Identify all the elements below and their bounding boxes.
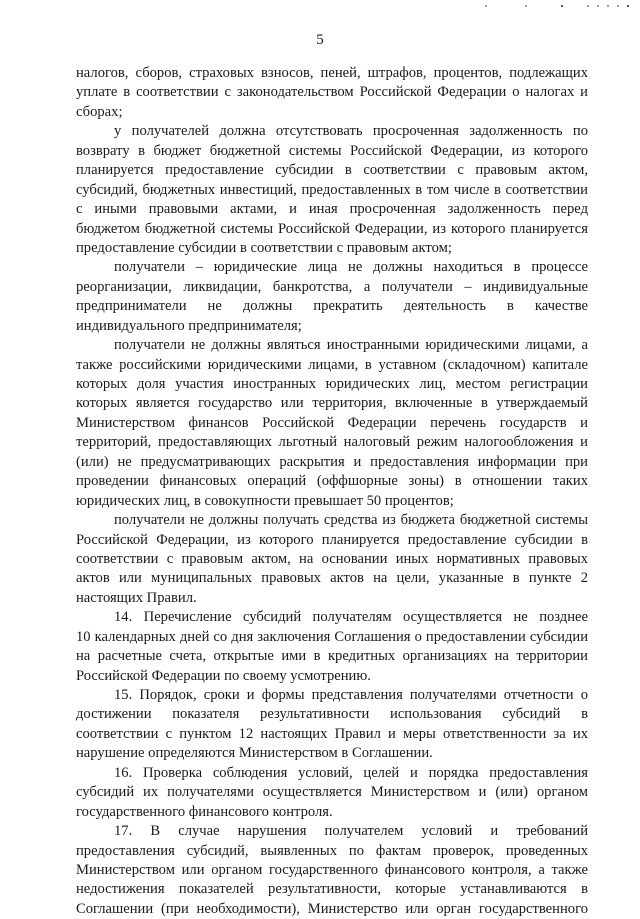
text-line: территорий, предоставляющих льготный налоговый режим налогообложения и <box>76 434 588 451</box>
text-line: также российскими юридическими лицами, в уставном (складочном) капитале <box>76 356 588 373</box>
text-line: Министерством или органом государственного финансового контроля, а также <box>76 861 588 878</box>
text-line: предприниматели не должны прекратить деятельность в качестве <box>76 298 588 315</box>
text-line: Соглашении (при необходимости), Министерство или орган государственного <box>76 900 588 917</box>
text-line: 16. Проверка соблюдения условий, целей и порядка предоставления <box>114 764 588 781</box>
text-line: получатели не должны получать средства из бюджета бюджетной системы <box>114 512 588 529</box>
text-line: получатели – юридические лица не должны находиться в процессе <box>114 259 588 276</box>
text-line: настоящих Правил. <box>76 589 197 606</box>
paragraph <box>76 511 588 608</box>
text-line: субсидий их получателями осуществляется Министерством и (или) органом <box>76 784 588 801</box>
text-line: уплате в соответствии с законодательством Российской Федерации о налогах и <box>76 84 588 101</box>
paragraph <box>76 686 588 764</box>
text-line: которых является государство или территория, включенные в утверждаемый <box>76 395 588 412</box>
text-line: 15. Порядок, сроки и формы представления получателями отчетности о <box>114 687 588 703</box>
text-line: нарушение определяются Министерством в Соглашении. <box>76 745 433 762</box>
text-line: 17. В случае нарушения получателем условий и требований <box>114 823 588 840</box>
text-line: с иными правовыми актами, и иная просроченная задолженность перед <box>76 201 588 218</box>
text-line: 10 календарных дней со дня заключения Соглашения о предоставлении субсидии <box>76 628 588 645</box>
text-line: предоставления субсидий, выявленных по фактам проверок, проведенных <box>76 842 588 859</box>
scan-artifact-marks <box>480 2 632 10</box>
paragraph <box>76 608 588 686</box>
paragraph <box>76 122 588 258</box>
paragraph <box>76 822 588 919</box>
text-line: (или) не предусматривающих раскрытия и предоставления информации при <box>76 453 588 470</box>
text-line: индивидуального предпринимателя; <box>76 317 302 334</box>
text-line: реорганизации, ликвидации, банкротства, а получатели – индивидуальные <box>76 278 588 295</box>
text-line: соответствии с правовым актом, на основании иных нормативных правовых <box>76 550 588 567</box>
text-line: проведении финансовых операций (оффшорные зоны) в отношении таких <box>76 473 588 490</box>
text-line: у получателей должна отсутствовать просроченная задолженность по <box>114 123 588 140</box>
text-line: недостижения показателей результативности, которые устанавливаются в <box>76 881 588 898</box>
text-line: юридических лиц, в совокупности превышает 50 процентов; <box>76 492 454 509</box>
document-body <box>76 64 588 919</box>
text-line: возврату в бюджет бюджетной системы Российской Федерации, из которого <box>76 142 588 159</box>
text-line: бюджетом бюджетной системы Российской Федерации, из которого планируется <box>76 220 588 237</box>
text-line: 14. Перечисление субсидий получателям осуществляется не позднее <box>114 609 588 626</box>
text-line: на расчетные счета, открытые ими в кредитных организациях на территории <box>76 648 588 665</box>
text-line: которых доля участия иностранных юридических лиц, местом регистрации <box>76 376 588 392</box>
text-line: государственного финансового контроля. <box>76 803 333 820</box>
text-line: налогов, сборов, страховых взносов, пеней, штрафов, процентов, подлежащих <box>76 65 588 81</box>
text-line: планируется предоставление субсидии в соответствии с правовым актом, <box>76 162 588 179</box>
text-line: субсидий, бюджетных инвестиций, предоставленных в том числе в соответствии <box>76 181 588 198</box>
text-line: получатели не должны являться иностранными юридическими лицами, а <box>114 337 588 354</box>
page-number: 5 <box>316 32 324 48</box>
paragraph <box>76 64 588 122</box>
paragraph <box>76 764 588 822</box>
text-line: Российской Федерации по своему усмотрению. <box>76 667 371 684</box>
paragraph <box>76 336 588 511</box>
text-line: достижении показателя результативности использования субсидий в <box>76 706 588 723</box>
text-line: соответствии с пунктом 12 настоящих Правил и меры ответственности за их <box>76 725 588 742</box>
paragraph <box>76 258 588 336</box>
text-line: актов или муниципальных правовых актов на цели, указанные в пункте 2 <box>76 570 588 587</box>
text-line: сборах; <box>76 103 123 120</box>
text-line: Российской Федерации, из которого планируется предоставление субсидии в <box>76 531 588 548</box>
text-line: Министерством финансов Российской Федерации перечень государств и <box>76 414 588 431</box>
text-line: предоставление субсидии в соответствии с правовым актом; <box>76 239 452 256</box>
